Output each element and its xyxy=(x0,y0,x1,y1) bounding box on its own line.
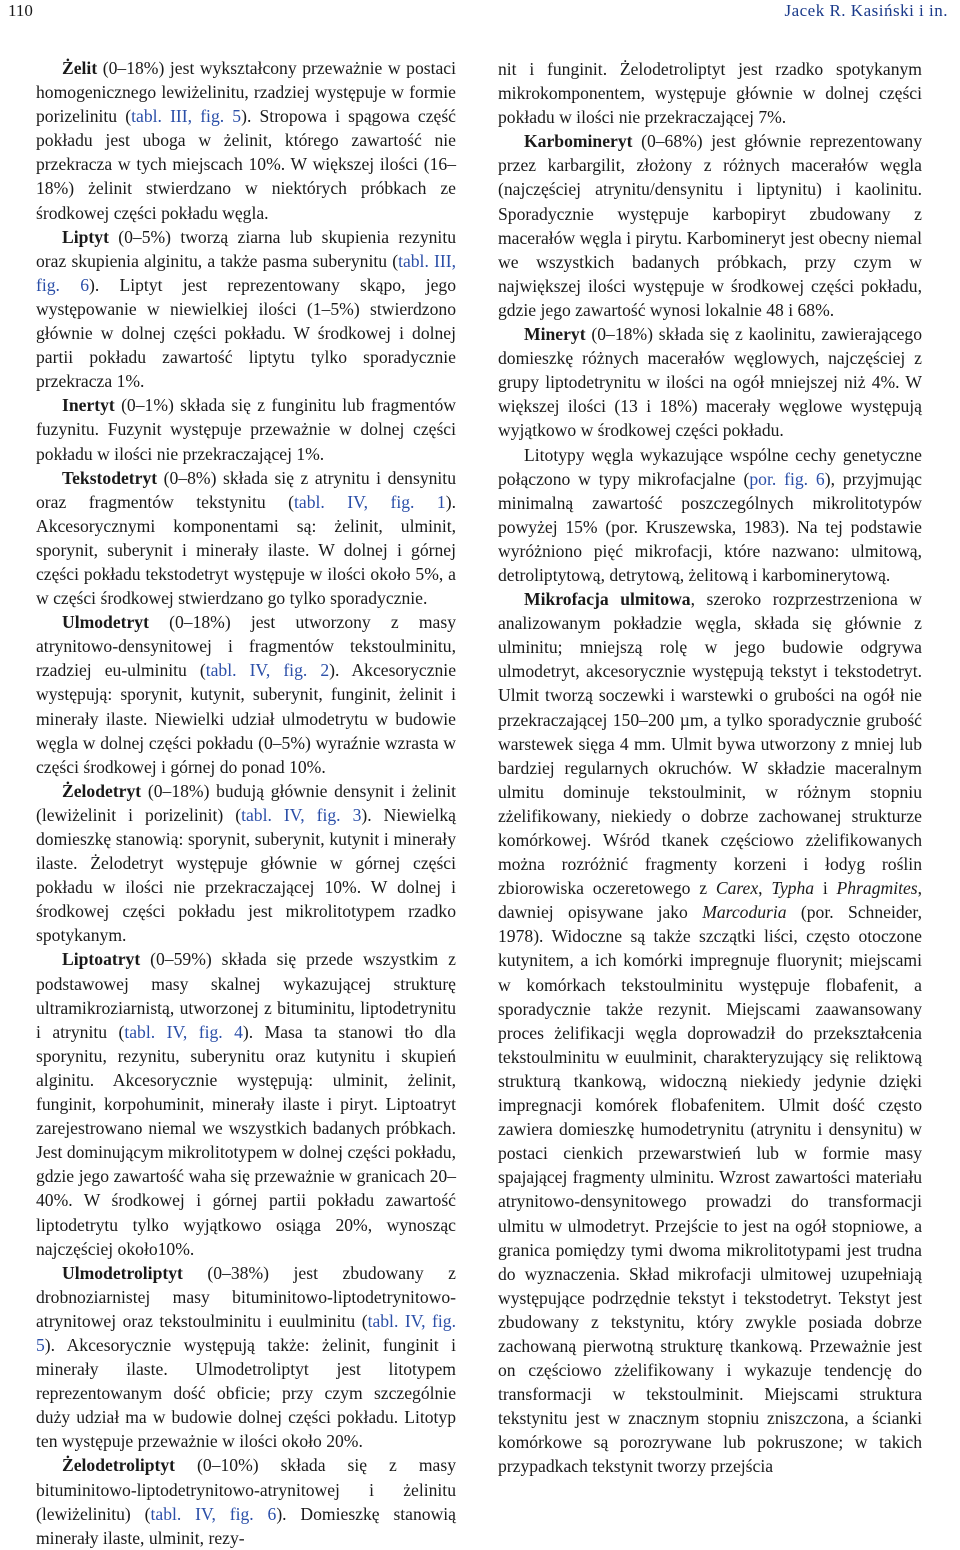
text-run: , xyxy=(758,878,772,899)
text-run: i xyxy=(814,878,837,899)
term-heading: Karbomineryt xyxy=(524,131,633,152)
paragraph xyxy=(36,56,456,225)
paragraph xyxy=(36,225,456,394)
text-run: (0–5%) tworzą ziarna lub skupienia rezynitu oraz skupienia alginitu, a także pasma suberynitu ( xyxy=(36,226,456,271)
text-run: (0–1%) składa się z funginitu lub fragmentów fuzynitu. Fuzynit występuje przeważnie w dolnej części pokładu w ilości nie przekraczającej 1%. xyxy=(36,395,456,464)
taxon-name: Marcoduria xyxy=(702,902,787,923)
paragraph xyxy=(36,1261,456,1454)
text-run: ). Liptyt jest reprezentowany skąpo, jego występowanie w niewielkiej ilości (1–5%) stwierdzono głównie w dolnej części pokładu. W środkowej i dolnej partii pokładu zawartość liptytu tylko sporadycznie przekracza 1%. xyxy=(36,274,457,392)
left-column xyxy=(36,56,456,1550)
figure-reference: tabl. III, fig. 5 xyxy=(131,106,242,127)
taxon-name: Carex xyxy=(715,878,759,899)
text-run: ). Niewielką domieszkę stanowią: sporynit, suberynit, kutynit i minerały ilaste. Żelodetryt występuje głównie w górnej części pokładu w ilości nie przekraczającej 10%. W dolnej i środkowej części pokładu jest mikrolitotypem rzadko spotykanym. xyxy=(36,804,456,946)
paragraph xyxy=(498,587,922,1478)
text-run: nit i funginit. Żelodetroliptyt jest rzadko spotykanym mikrokomponentem, występuje głównie w dolnej części pokładu w ilości nie przekraczającej 7%. xyxy=(498,59,922,128)
text-run: (0–18%) jest wykształcony przeważnie w postaci homogenicznego lewiżelinitu, rzadziej występuje w formie porizelinitu ( xyxy=(36,58,456,127)
paragraph xyxy=(36,393,456,465)
text-run: (0–10%) składa się z masy bituminitowo-liptodetrynitowo-atrynitowej i żelinitu (lewiżelinitu) ( xyxy=(36,1455,456,1524)
term-heading: Mineryt xyxy=(524,324,586,345)
figure-reference: tabl. IV, fig. 3 xyxy=(241,804,362,825)
figure-reference: tabl. IV, fig. 2 xyxy=(205,660,330,681)
term-heading: Liptoatryt xyxy=(62,949,141,970)
text-run: ). Akcesorycznymi komponentami są: żelinit, ulminit, sporynit, suberynit i minerały ilaste. W dolnej i górnej części pokładu tekstodetryt występuje w ilości około 5%, a w części środkowej stwierdzano go tylko sporadycznie. xyxy=(36,491,456,609)
text-run: (0–38%) jest zbudowany z drobnoziarnistej masy bituminitowo-liptodetrynitowo-atrynitowej oraz tekstoulminitu i euulminitu ( xyxy=(36,1262,456,1331)
text-run: ). Akcesorycznie występują także: żelinit, funginit i minerały ilaste. Ulmodetroliptyt jest litotypem reprezentowanym dość obficie; przy czym szczególnie duży udział ma w budowie dolnej części pokładu. Litotyp ten występuje przeważnie w ilości około 20%. xyxy=(36,1334,456,1452)
term-heading: Tekstodetryt xyxy=(62,467,158,488)
text-run: Litotypy węgla wykazujące wspólne cechy genetyczne połączono w typy mikrofacjalne ( xyxy=(498,444,922,489)
text-run: ). Akcesorycznie występują: sporynit, kutynit, suberynit, funginit, żelinit i minerały ilaste. Niewielki udział ulmodetrytu w budowie węgla w dolnej części pokładu (0–5%) wyraźnie wzrasta w części środkowej i górnej do ponad 10%. xyxy=(36,660,456,777)
right-column xyxy=(498,57,922,1479)
figure-reference: tabl. IV, fig. 1 xyxy=(294,491,446,512)
text-run: (0–18%) budują głównie densynit i żelinit (lewiżelinit i porizelinit) ( xyxy=(36,780,456,825)
text-run: (0–18%) jest utworzony z masy atrynitowo-densynitowej i fragmentów tekstoulminitu, rzadziej eu-ulminitu ( xyxy=(36,612,456,681)
page-header xyxy=(0,0,960,28)
text-run: ). Domieszkę stanowią minerały ilaste, ulminit, rezy- xyxy=(36,1503,456,1548)
term-heading: Żelit xyxy=(62,58,98,78)
text-run: , dawniej opisywane jako xyxy=(498,878,923,923)
paragraph xyxy=(36,1453,456,1549)
figure-reference: tabl. III, fig. 6 xyxy=(36,250,456,295)
paragraph xyxy=(36,466,456,611)
text-run: ). Masa ta stanowi tło dla sporynitu, rezynitu, suberynitu oraz kutynitu i skupień alginitu. Akcesorycznie występują: ulminit, żelinit, funginit, korpohuminit, minerały ilaste i piryt. Liptoatryt zarejestrowano niemal we wszystkich badanych próbkach. Jest dominującym mikrolitotypem w dolnej części pokładu, gdzie jego zawartość waha się przeważnie w granicach 20–40%. W środkowej i górnej partii pokładu zawartość liptodetrytu tylko wyjątkowo osiąga 20%, wynosząc najczęściej około10%. xyxy=(36,1021,456,1259)
paragraph xyxy=(36,779,456,948)
text-run: (0–8%) składa się z atrynitu i densynitu oraz fragmentów tekstynitu ( xyxy=(36,467,456,512)
text-run: ), przyjmując minimalną zawartość poszczególnych mikrolitotypów powyżej 15% (por. Kruszewska, 1983). Na tej podstawie wyróżniono pięć mikrofacji, które nazwano: ulmitową, detroliptytową, detrytową, żelitową i karbominerytową. xyxy=(498,468,922,585)
term-heading: Liptyt xyxy=(62,226,109,247)
taxon-name: Typha xyxy=(771,878,815,899)
figure-reference: por. fig. 6 xyxy=(749,468,825,489)
paragraph xyxy=(36,947,456,1260)
text-run: (0–59%) składa się przede wszystkim z podstawowej masy skalnej wykazującej strukturę ultramikroziarnistą, utworzonej z bituminitu, liptodetrynitu i atrynitu ( xyxy=(36,949,456,1042)
figure-reference: tabl. IV, fig. 5 xyxy=(36,1310,456,1355)
text-run: (por. Schneider, 1978). Widoczne są także szczątki liści, często otoczone kutynitem, a ich komórki impregnuje fluorynit; miejscami w komórkach tekstoulminitu występuje flobafenit, a sporadycznie także rezynit. Miejscami zaawansowany proces żelifikacji węgla doprowadził do przekształcenia tekstoulminitu w euulminit, charakteryzujący się reliktową strukturą tkankową, widoczną niekiedy jedynie dzięki impregnacji komórek flobafenitem. Ulmit dość często zawiera domieszkę humodetrynitu (atrynitu i densynitu) w postaci cienkich przewarstwień lub w formie masy spajającej fragmenty ulminitu. Wzrost zawartości materiału atrynitowo-densynitowego prowadzi do transformacji ulmitu w ulmodetryt. Przejście to jest na ogół stopniowe, a granica pomiędzy tymi dwoma mikrolitotypami jest trudna do wyznaczenia. Skład mikrofacji ulmitowej uzupełniają występujące podrzędnie tekstyt i tekstodetryt. Tekstyt jest zbudowany z tekstynitu, który zwykle posiada dobrze zachowaną pierwotną strukturę tkankową. Przeważnie jest on częściowo zżelifikowany i wykazuje tendencję do transformacji w tekstoulminit. Miejscami struktura tekstynitu jest w znacznym stopniu zniszczona, a ścianki komórkowe są porozrywane lub pokruszone; w takich przypadkach tekstynit tworzy przejścia xyxy=(498,902,922,1477)
text-run: ). Stropowa i spągowa część pokładu jest uboga w żelinit, którego zawartość nie przekracza w tych miejscach 10%. W większej ilości (16–18%) żelinit stwierdzano w niektórych próbkach ze środkowej części pokładu węgla. xyxy=(36,106,456,223)
term-heading: Mikrofacja ulmitowa xyxy=(524,589,691,610)
paragraph xyxy=(498,57,922,129)
running-head: Jacek R. Kasiński i in. xyxy=(784,1,948,20)
figure-reference: tabl. IV, fig. 4 xyxy=(124,1021,243,1042)
term-heading: Inertyt xyxy=(62,395,115,416)
paragraph xyxy=(36,610,456,779)
taxon-name: Phragmites xyxy=(836,878,918,899)
paragraph xyxy=(498,443,922,588)
term-heading: Ulmodetroliptyt xyxy=(62,1262,183,1283)
page-number: 110 xyxy=(8,1,33,20)
paragraph xyxy=(498,322,922,442)
figure-reference: tabl. IV, fig. 6 xyxy=(150,1503,277,1524)
paragraph xyxy=(498,129,922,322)
term-heading: Żelodetroliptyt xyxy=(62,1455,176,1476)
text-run: (0–18%) składa się z kaolinitu, zawierającego domieszkę różnych macerałów węglowych, najczęściej z grupy liptodetrynitu w ilości na ogół mniejszej niż 4%. W większej ilości (13 i 18%) macerały węglowe występują wyjątkowo w środkowej części pokładu. xyxy=(498,324,922,441)
text-run: , szeroko rozprzestrzeniona w analizowanym pokładzie węgla, składa się głównie z ulminitu; mniejszą rolę w jego budowie odgrywa ulmodetryt, akcesorycznie występują tekstyt i tekstodetryt. Ulmit tworzą soczewki i warstewki o grubości na ogół nie przekraczającej 150–200 µm, a tylko sporadycznie grubość warstewek sięga 4 mm. Ulmit bywa utworzony z mniej lub bardziej regularnych okruchów. W składzie maceralnym ulmitu dominuje tekstoulminit, w różnym stopniu zżelifikowany, niekiedy o dobrze zachowanej strukturze komórkowej. Wśród tkanek częściowo zżelifikowanych można rozróżnić fragmenty korzeni i łodyg roślin zbiorowiska oczeretowego z xyxy=(498,589,922,899)
term-heading: Żelodetryt xyxy=(62,780,142,801)
term-heading: Ulmodetryt xyxy=(62,612,149,633)
text-run: (0–68%) jest głównie reprezentowany przez karbargilit, złożony z różnych macerałów węgla (najczęściej atrynitu/densynitu i liptynitu) i kaolinitu. Sporadycznie występuje karbopiryt zbudowany z macerałów węgla i pirytu. Karbomineryt jest obecny niemal we wszystkich badanych próbkach, przy czym w największej ilości występuje w środkowej części pokładu, gdzie jego zawartość wynosi lokalnie 48 i 68%. xyxy=(498,131,922,320)
